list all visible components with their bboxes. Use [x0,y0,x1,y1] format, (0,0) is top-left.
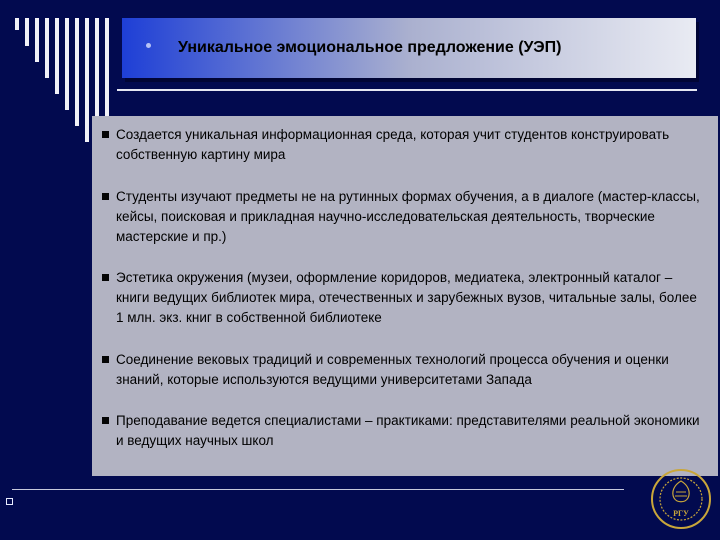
bullet-text: Соединение вековых традиций и современных технологий процесса обучения и оценки знаний, которые используются ведущими университетами Запада [116,352,669,387]
square-bullet-icon [102,193,109,200]
bullet-text: Преподавание ведется специалистами – практиками: представителями реальной экономики и ведущих научных школ [116,413,700,448]
university-seal-icon [650,468,712,530]
bullet-text: Студенты изучают предметы не на рутинных формах обучения, а в диалоге (мастер-классы, кейсы, поисковая и прикладная научно-исследовательская деятельность, творческие мастерские и пр.) [116,189,700,244]
stripe [85,18,89,142]
stripe [35,18,39,62]
square-bullet-icon [102,356,109,363]
bullet-item [92,350,702,390]
bullet-item [92,411,702,451]
bullet-item [92,268,702,328]
footer-divider [12,489,624,490]
square-bullet-icon [102,274,109,281]
stripe [65,18,69,110]
bullet-item [92,125,702,165]
dot-bullet-icon [146,43,151,48]
seal-emblem [673,481,689,502]
seal-outer-ring [652,470,710,528]
title-banner [122,18,696,78]
bullet-item [92,187,702,247]
content-panel [92,116,718,476]
stripe [45,18,49,78]
square-bullet-icon [102,417,109,424]
stripe [75,18,79,126]
seal-monogram: РГУ [673,509,689,518]
seal-emblem-lines [675,492,687,496]
hollow-square-icon [6,498,13,505]
title-underline [117,89,697,91]
stripe [25,18,29,46]
square-bullet-icon [102,131,109,138]
slide-title: Уникальное эмоциональное предложение (УЭП) [178,39,562,56]
bullet-text: Создается уникальная информационная среда, которая учит студентов конструировать собственную картину мира [116,127,670,162]
stripe [15,18,19,30]
bullet-text: Эстетика окружения (музеи, оформление коридоров, медиатека, электронный каталог – книги ведущих библиотек мира, отечественных и зарубежных вузов, читальные залы, более 1 млн. экз. книг в собственной библиотеке [116,270,697,325]
stripe [55,18,59,94]
